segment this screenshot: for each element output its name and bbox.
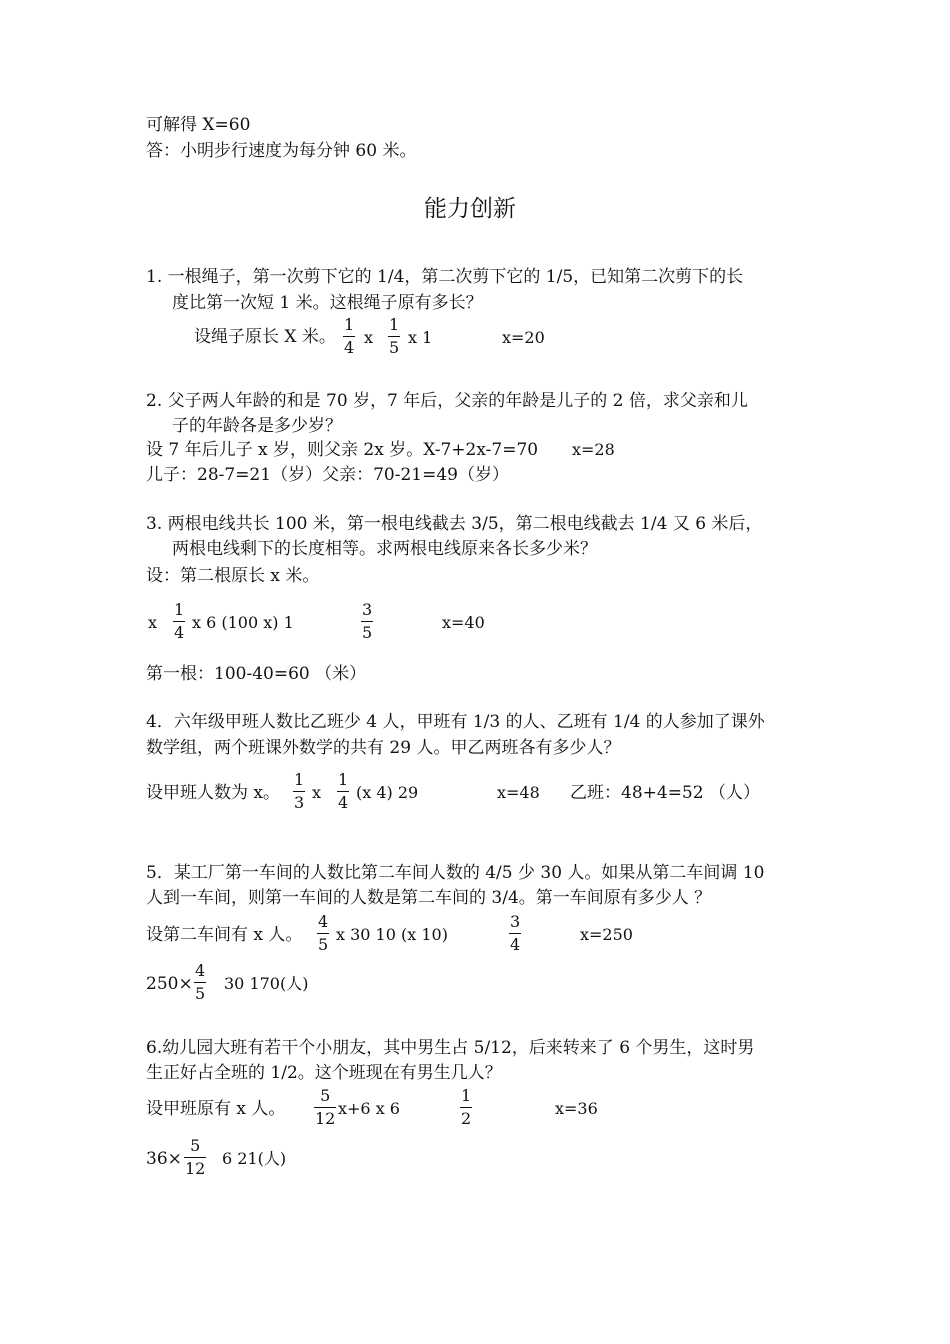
fraction-denominator: 5: [195, 984, 206, 1003]
fraction-denominator: 4: [344, 338, 355, 357]
fraction-numerator: 5: [320, 1086, 331, 1105]
fraction-numerator: 1: [389, 315, 400, 334]
problem-2-setup: 设 7 年后儿子 x 岁，则父亲 2x 岁。X-7+2x-7=70: [146, 440, 539, 460]
intro-answer: 答：小明步行速度为每分钟 60 米。: [146, 141, 417, 161]
problem-3-terms: x 6 (100 x) 1: [192, 613, 294, 632]
fraction-denominator: 5: [389, 338, 400, 357]
problem-6-answer: x=36: [555, 1099, 598, 1118]
fraction-denominator: 4: [174, 623, 185, 642]
problem-6-calc-fraction: [184, 1136, 206, 1179]
fraction-numerator: 4: [195, 961, 206, 980]
problem-4-question-line-1: 4．六年级甲班人数比乙班少 4 人，甲班有 1/3 的人、乙班有 1/4 的人参加了课外: [146, 712, 765, 732]
problem-3-result: 第一根：100-40=60 （米）: [146, 664, 367, 684]
problem-6-calc-result: 6 21(人): [222, 1149, 287, 1168]
fraction-numerator: 1: [344, 315, 355, 334]
problem-3-question-line-2: 两根电线剩下的长度相等。求两根电线原来各长多少米？: [172, 539, 597, 559]
problem-6-fraction-1: [314, 1086, 336, 1129]
problem-1-fraction-2: [388, 315, 400, 358]
problem-1-answer: x=20: [502, 328, 545, 347]
problem-1-setup: 设绳子原长 X 米。: [194, 327, 336, 347]
problem-3-setup: 设：第二根原长 x 米。: [146, 566, 320, 586]
problem-5-question-line-2: 人到一车间，则第一车间的人数是第二车间的 3/4。第一车间原有多少人 ？: [146, 888, 712, 908]
problem-2-answer: x=28: [572, 440, 615, 459]
fraction-numerator: 1: [294, 770, 305, 789]
problem-5-calc-prefix: 250×: [146, 974, 193, 994]
fraction-denominator: 4: [338, 793, 349, 812]
problem-2-question-line-2: 子的年龄各是多少岁？: [172, 416, 342, 436]
problem-6-question-line-2: 生正好占全班的 1/2。这个班现在有男生几人？: [146, 1063, 502, 1083]
problem-2-result: 儿子：28-7=21（岁）父亲：70-21=49（岁）: [146, 465, 509, 485]
fraction-numerator: 4: [318, 912, 329, 931]
problem-6-calc-prefix: 36×: [146, 1149, 182, 1169]
fraction-denominator: 4: [510, 935, 521, 954]
problem-1-term-1: x: [364, 328, 374, 347]
problem-3-answer: x=40: [442, 613, 485, 632]
fraction-denominator: 12: [185, 1159, 206, 1178]
problem-4-question-line-2: 数学组，两个班课外数学的共有 29 人。甲乙两班各有多少人？: [146, 738, 621, 758]
problem-4-answer: x=48: [497, 783, 540, 802]
problem-3-term-x: x: [148, 613, 158, 632]
problem-4-fraction-2: [337, 770, 349, 813]
fraction-numerator: 1: [461, 1086, 472, 1105]
problem-1-fraction-1: [343, 315, 355, 358]
fraction-numerator: 5: [190, 1136, 201, 1155]
section-title: 能力创新: [424, 196, 516, 222]
problem-3-fraction-1: [173, 600, 185, 643]
fraction-numerator: 3: [510, 912, 521, 931]
problem-5-answer: x=250: [580, 925, 633, 944]
fraction-denominator: 5: [362, 623, 373, 642]
problem-4-fraction-1: [293, 770, 305, 813]
problem-5-question-line-1: 5．某工厂第一车间的人数比第二车间人数的 4/5 少 30 人。如果从第二车间调 10: [146, 863, 765, 883]
problem-5-fraction-2: [509, 912, 521, 955]
problem-4-term-2: (x 4) 29: [356, 783, 419, 802]
fraction-numerator: 1: [174, 600, 185, 619]
problem-1-question-line-1: 1. 一根绳子，第一次剪下它的 1/4，第二次剪下它的 1/5，已知第二次剪下的长: [146, 267, 744, 287]
fraction-denominator: 5: [318, 935, 329, 954]
problem-3-question-line-1: 3. 两根电线共长 100 米，第一根电线截去 3/5，第二根电线截去 1/4 又 6 米后，: [146, 514, 763, 534]
problem-5-setup: 设第二车间有 x 人。: [146, 925, 303, 945]
fraction-denominator: 2: [461, 1109, 472, 1128]
problem-4-term-1: x: [312, 783, 322, 802]
problem-4-setup: 设甲班人数为 x。: [146, 783, 280, 803]
problem-2-question-line-1: 2. 父子两人年龄的和是 70 岁，7 年后，父亲的年龄是儿子的 2 倍，求父亲和儿: [146, 391, 748, 411]
problem-1-question-line-2: 度比第一次短 1 米。这根绳子原有多长？: [172, 293, 483, 313]
problem-6-terms: x+6 x 6: [338, 1099, 400, 1118]
fraction-numerator: 1: [338, 770, 349, 789]
fraction-numerator: 3: [362, 600, 373, 619]
problem-6-setup: 设甲班原有 x 人。: [146, 1099, 286, 1119]
problem-5-calc-result: 30 170(人): [224, 974, 309, 993]
problem-4-result: 乙班：48+4=52 （人）: [570, 783, 760, 803]
problem-6-question-line-1: 6.幼儿园大班有若干个小朋友，其中男生占 5/12，后来转来了 6 个男生，这时男: [146, 1038, 755, 1058]
problem-6-fraction-2: [460, 1086, 472, 1129]
fraction-denominator: 12: [315, 1109, 336, 1128]
problem-1-term-2: x 1: [408, 328, 433, 347]
problem-5-fraction-1: [317, 912, 329, 955]
fraction-denominator: 3: [294, 793, 305, 812]
problem-3-fraction-2: [361, 600, 373, 643]
problem-5-terms: x 30 10 (x 10): [336, 925, 448, 944]
intro-line-1: 可解得 X=60: [146, 115, 251, 135]
problem-5-calc-fraction: [194, 961, 206, 1004]
